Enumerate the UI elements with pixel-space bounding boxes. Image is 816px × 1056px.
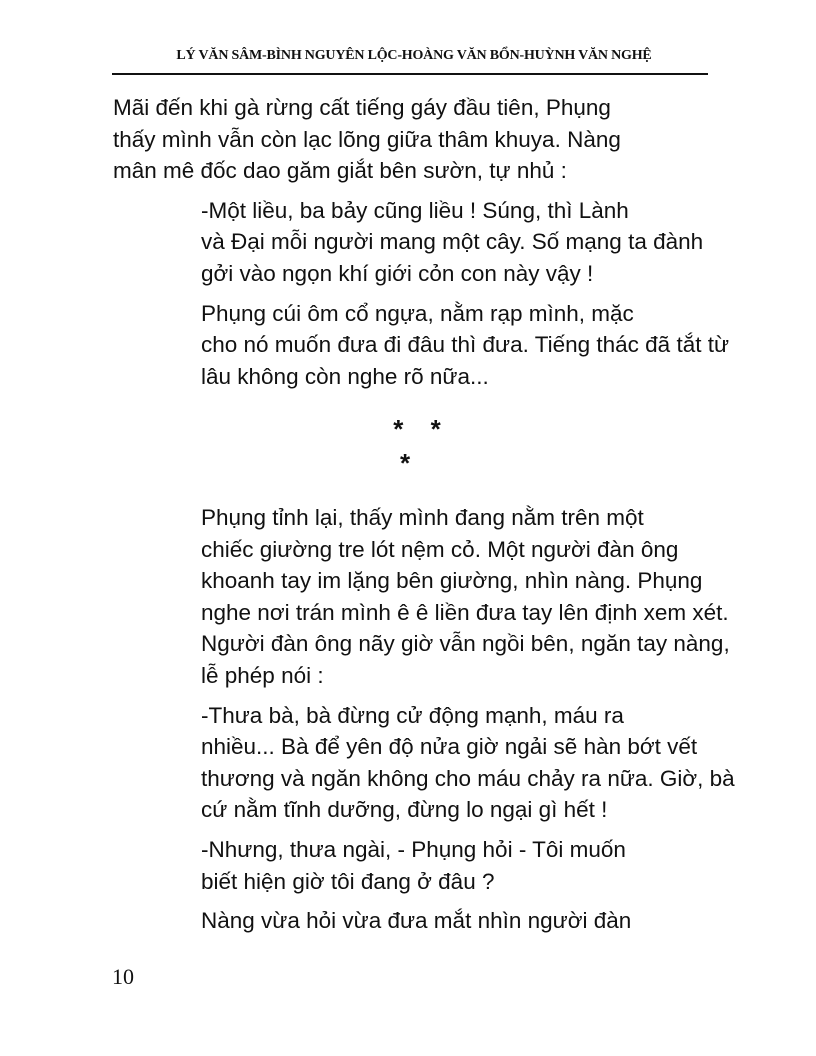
paragraph-line: chiếc giường tre lót nệm cỏ. Một người đàn ông [201, 536, 679, 562]
paragraph-line: Nàng vừa hỏi vừa đưa mắt nhìn người đàn [201, 908, 632, 934]
paragraph-line: khoanh tay im lặng bên giường, nhìn nàng. Phụng [201, 568, 703, 594]
paragraph-2 [113, 195, 707, 290]
paragraph-line: thương và ngăn không cho máu chảy ra nữa. Giờ, bà [201, 765, 735, 791]
header-rule [112, 73, 708, 75]
paragraph-line: lễ phép nói : [201, 662, 324, 688]
paragraph-line: lâu không còn nghe rõ nữa... [201, 363, 489, 389]
paragraph-6 [113, 834, 707, 897]
paragraph-4 [113, 502, 730, 692]
paragraph-line: cứ nằm tĩnh dưỡng, đừng lo ngại gì hết ! [201, 797, 608, 823]
page-number: 10 [112, 964, 134, 989]
section-2 [113, 502, 735, 937]
paragraph-line: nhiều... Bà để yên độ nửa giờ ngải sẽ hàn bớt vết [201, 734, 698, 760]
paragraph-line: gởi vào ngọn khí giới cỏn con này vậy ! [201, 260, 594, 286]
paragraph-line: -Nhưng, thưa ngài, - Phụng hỏi - Tôi muốn [201, 836, 626, 862]
section-separator-bottom: * [399, 448, 421, 478]
running-head: LÝ VĂN SÂM-BÌNH NGUYÊN LỘC-HOÀNG VĂN BỔN-HUỲNH VĂN NGHỆ [176, 48, 652, 63]
paragraph-line: -Một liều, ba bảy cũng liều ! Súng, thì Lành [201, 197, 629, 223]
section-1 [113, 92, 730, 392]
paragraph-line: -Thưa bà, bà đừng cử động mạnh, máu ra [201, 702, 624, 728]
paragraph-line: Phụng tỉnh lại, thấy mình đang nằm trên một [201, 505, 644, 530]
paragraph-line: mân mê đốc dao găm giắt bên sườn, tự nhủ : [113, 158, 567, 184]
paragraph-7 [113, 905, 707, 937]
paragraph-line: Phụng cúi ôm cổ ngựa, nằm rạp mình, mặc [201, 300, 634, 326]
paragraph-line: và Đại mỗi người mang một cây. Số mạng ta đành [201, 229, 704, 255]
paragraph-line: cho nó muốn đưa đi đâu thì đưa. Tiếng thác đã tắt từ [201, 332, 730, 358]
paragraph-line: nghe nơi trán mình ê ê liền đưa tay lên định xem xét. [201, 599, 729, 625]
paragraph-line: thấy mình vẫn còn lạc lõng giữa thâm khuya. Nàng [113, 126, 621, 152]
paragraph-line: Mãi đến khi gà rừng cất tiếng gáy đầu tiên, Phụng [113, 95, 611, 120]
section-separator-top: * * [393, 414, 451, 444]
paragraph-5 [113, 700, 735, 826]
paragraph-3 [113, 298, 730, 393]
paragraph-line: biết hiện giờ tôi đang ở đâu ? [201, 868, 495, 894]
paragraph-line: Người đàn ông nãy giờ vẫn ngồi bên, ngăn tay nàng, [201, 631, 730, 657]
paragraph-1 [113, 92, 707, 187]
